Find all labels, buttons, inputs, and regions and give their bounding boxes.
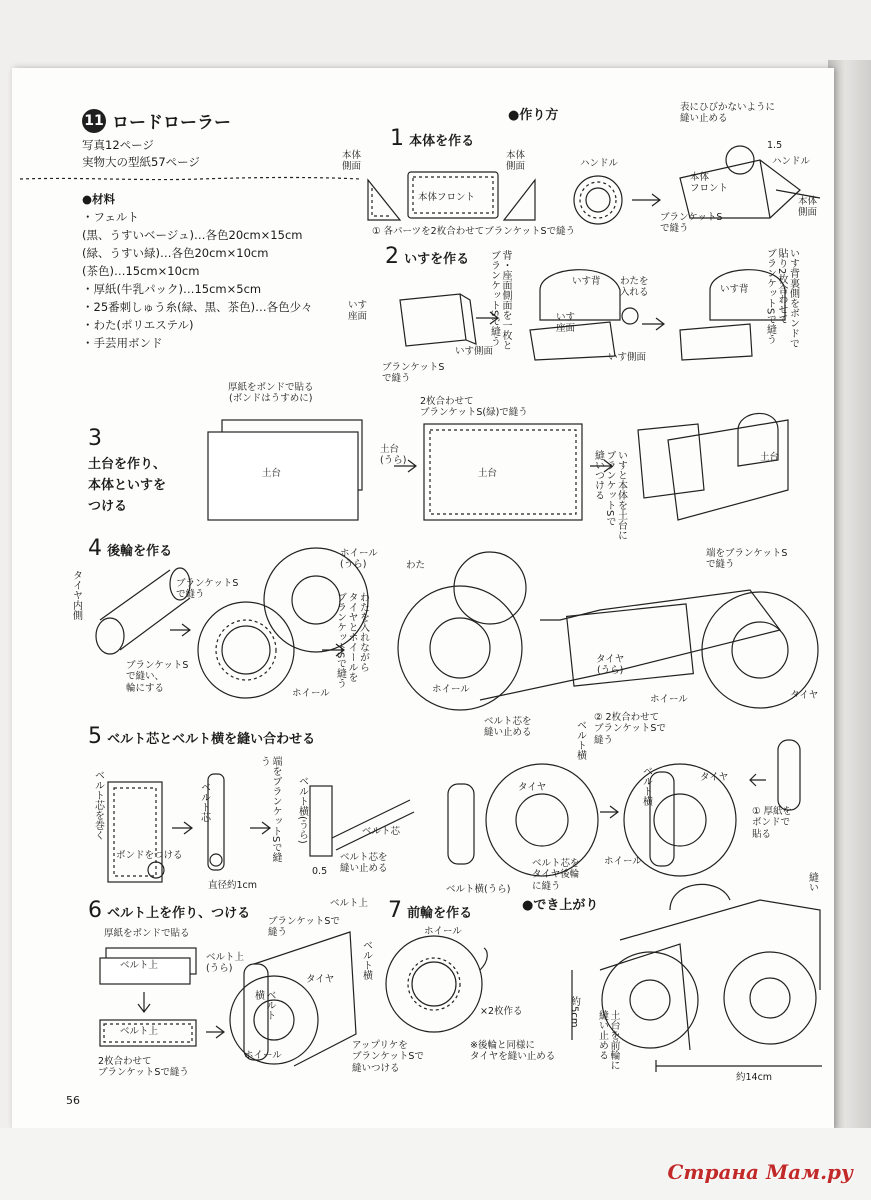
step-number: 1: [390, 126, 404, 151]
pattern-reference: 実物大の型紙57ページ: [82, 155, 200, 169]
watermark-text: Страна Мам.ру: [667, 1160, 853, 1184]
label-tire: タイヤ: [790, 690, 819, 701]
step-title: いすを作る: [404, 252, 470, 267]
project-title-text: ロードローラー: [112, 113, 231, 133]
label-handle: ハンドル: [580, 158, 619, 169]
label-blanket-stitch: ブランケットS で縫う: [382, 362, 445, 385]
label-side-back: ベルト横(うら): [446, 884, 511, 895]
label-belt-top-back: ベルト上 (うら): [206, 952, 245, 975]
material-item: (黒、うすいベージュ)…各色20cm×15cm: [82, 228, 303, 242]
material-item: ・手芸用ボンド: [82, 336, 163, 350]
material-item: (緑、うすい緑)…各色20cm×10cm: [82, 246, 269, 260]
label-blanket-stitch: ブランケットS で縫う: [660, 212, 723, 235]
label-base: 土台: [760, 452, 780, 463]
step-number: 6: [88, 898, 102, 923]
label-blanket-stitch: ブランケットS で縫う: [176, 578, 239, 601]
label-stuffing: わた: [406, 560, 426, 571]
step-number: 2: [385, 244, 399, 269]
project-title: [82, 108, 231, 133]
step-1-caption: ① 各パーツを2枚合わせてブランケットSで縫う: [372, 226, 576, 237]
label-stuffing: わたを 入れる: [620, 276, 649, 299]
label-seat-back: いす背: [572, 276, 601, 287]
step-title: 本体を作る: [409, 134, 475, 149]
label-tire: タイヤ: [518, 782, 547, 793]
label-approx-width: 約14cm: [736, 1072, 773, 1083]
label-two-layers: ② 2枚合わせて ブランケットSで 縫う: [594, 712, 666, 746]
label-wheel-back: ホイール (うら): [340, 548, 378, 571]
label-body-front: 本体フロント: [418, 192, 476, 203]
photo-reference: 写真12ページ: [82, 138, 154, 152]
page-number: 56: [66, 1094, 80, 1107]
step-number: 7: [388, 898, 402, 923]
material-item: (茶色)…15cm×10cm: [82, 264, 200, 278]
label-cardboard-note: ① 厚紙を ボンドで 貼る: [752, 806, 793, 840]
label-core-roll: ベルト芯を巻く: [92, 770, 104, 840]
step-1-heading: [390, 126, 474, 151]
label-handle: ハンドル: [772, 156, 811, 167]
label-belt-top: ベルト上: [120, 960, 159, 971]
label-seat-back: いす背: [720, 284, 749, 295]
step-title: 前輪を作る: [407, 906, 473, 921]
step-title: 土台を作り、 本体といすを つける: [88, 457, 167, 515]
label-tire: タイヤ: [306, 974, 335, 985]
step-title: ベルト上を作り、つける: [107, 906, 251, 921]
label-edge-stitch: 端をブランケットSで縫う: [258, 756, 281, 863]
label-belt-side: ベルト横: [360, 940, 372, 980]
label-blanket-ring: ブランケットS で縫い、 輪にする: [126, 660, 189, 694]
step-number: 3: [88, 425, 102, 451]
material-item: ・フェルト: [82, 210, 139, 224]
label-belt-top: ベルト上: [120, 1026, 159, 1037]
materials-heading: ●材料: [82, 192, 116, 206]
label-core: ベルト芯: [198, 782, 210, 822]
label-blanket-stitch: ブランケットSで 縫う: [268, 916, 340, 939]
label-seat-face: いす 座面: [556, 312, 576, 335]
step-7-heading: [388, 898, 472, 923]
label-stitch-note: 表にひびかないように 縫い止める: [680, 102, 776, 125]
label-belt-side: ベルト横: [640, 766, 652, 806]
label-belt-top: ベルト上: [330, 898, 369, 909]
project-number-badge: 11: [82, 109, 106, 133]
label-vertical-instruction: 背・座面側面を一枚と ブランケットSで縫う: [488, 250, 511, 350]
label-edge-stitch: 端をブランケットS で縫う: [706, 548, 788, 571]
step-number: 5: [88, 724, 102, 749]
label-vertical-instruction: いすと本体を土台に ブランケットSで 縫いつける: [592, 450, 627, 540]
label-cardboard-note: 厚紙をボンドで貼る: [104, 928, 190, 939]
label-core: ベルト芯: [362, 826, 401, 837]
label-belt-side: ベルト横: [574, 720, 586, 760]
step-3-diagram: [198, 410, 798, 530]
step-7-diagram: [380, 930, 500, 1040]
label-cardboard-note: 厚紙をボンドで貼る (ボンドはうすめに): [228, 382, 314, 405]
label-diameter: 直径約1cm: [208, 880, 258, 891]
label-body-side: 本体 側面: [798, 196, 818, 219]
step-title: ベルト芯とベルト横を縫い合わせる: [107, 732, 316, 747]
material-item: ・25番刺しゅう糸(緑、黒、茶色)…各色少々: [82, 300, 313, 314]
label-belt-side: ベルト 横: [252, 990, 275, 1020]
step-title: 後輪を作る: [107, 544, 173, 559]
material-item: ・わた(ポリエステル): [82, 318, 194, 332]
label-approx-height: 約5cm: [568, 996, 580, 1028]
label-wheel: ホイール: [244, 1050, 282, 1061]
label-body-side: 本体 側面: [342, 150, 362, 173]
label-stop-stitch: ベルト芯を 縫い止める: [484, 716, 532, 739]
label-wheel: ホイール: [432, 684, 470, 695]
label-stitch: 縫い: [806, 872, 818, 892]
label-wheel: ホイール: [650, 694, 688, 705]
label-measure: 0.5: [312, 866, 328, 877]
label-tire-inner: タイヤ内側: [70, 570, 82, 620]
label-vertical-instruction: いす背裏側をボンドで 貼り2枚合わせて ブランケットSで縫う: [764, 248, 799, 348]
materials-list: [82, 190, 313, 352]
label-vertical-instruction: わたを入れながら タイヤとホイールを ブランケットSで縫う: [334, 592, 369, 689]
label-wheel: ホイール: [424, 926, 462, 937]
label-wheel: ホイール: [604, 856, 642, 867]
label-body-front: 本体 フロント: [690, 172, 729, 195]
material-item: ・厚紙(牛乳パック)…15cm×5cm: [82, 282, 262, 296]
label-two-layers: 2枚合わせて ブランケットS(緑)で縫う: [420, 396, 528, 419]
finished-heading: ●でき上がり: [522, 898, 599, 913]
label-seat-side: いす側面: [608, 352, 647, 363]
label-two-layers: 2枚合わせて ブランケットSで縫う: [98, 1056, 189, 1079]
label-quantity: ×2枚作る: [480, 1006, 523, 1017]
label-wheel: ホイール: [292, 688, 330, 699]
step-6-heading: [88, 898, 250, 923]
label-measure: 1.5: [767, 140, 783, 151]
step-3-heading: [88, 404, 166, 516]
label-base: 土台: [262, 468, 282, 479]
howto-heading: ●作り方: [508, 108, 559, 123]
label-bond: ボンドをつける: [116, 850, 183, 861]
label-vertical-instruction: 土台を前輪に 縫い止める: [596, 1010, 619, 1070]
label-seat-side: いす側面: [455, 346, 494, 357]
label-base: 土台: [478, 468, 498, 479]
label-attach-core: ベルト芯を タイヤ後輪 に縫う: [532, 858, 580, 892]
label-seat-face: いす 座面: [348, 300, 368, 323]
label-tire: タイヤ: [700, 772, 729, 783]
label-applique: アップリケを ブランケットSで 縫いつける: [352, 1040, 424, 1074]
label-body-side: 本体 側面: [506, 150, 526, 173]
label-side-back: ベルト横(うら): [296, 776, 308, 844]
label-note: ※後輪と同様に タイヤを縫い止める: [470, 1040, 556, 1063]
header-dashed-divider: [20, 176, 360, 182]
label-tire-back: タイヤ (うら): [596, 654, 625, 677]
step-number: 4: [88, 536, 102, 561]
label-base-back: 土台 (うら): [380, 444, 407, 467]
label-stop-stitch: ベルト芯を 縫い止める: [340, 852, 388, 875]
